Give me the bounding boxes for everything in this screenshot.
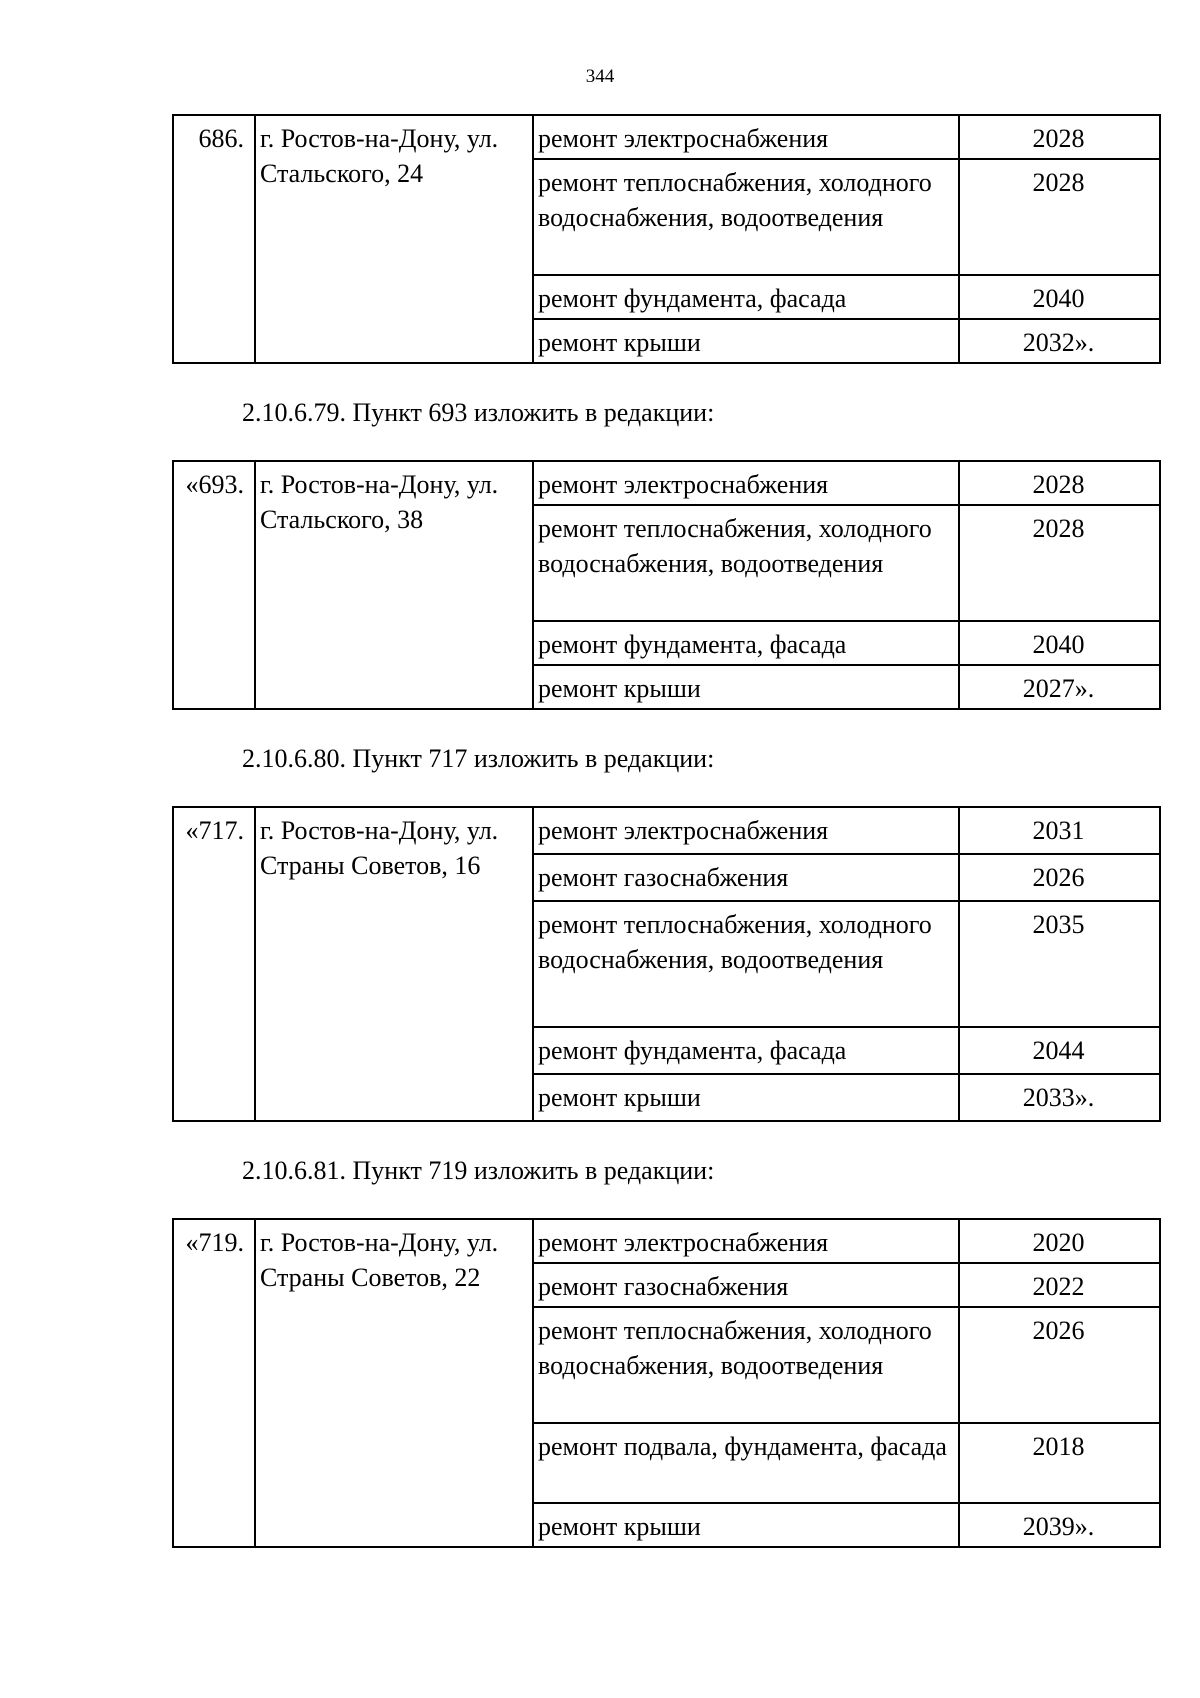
work-type: ремонт теплоснабжения, холодного водоснабжения, водоотведения: [533, 159, 959, 275]
work-year: 2022: [959, 1263, 1160, 1307]
work-year: 2026: [959, 854, 1160, 901]
section-heading: 2.10.6.79. Пункт 693 изложить в редакции:: [242, 398, 715, 427]
work-type: ремонт крыши: [533, 1074, 959, 1121]
work-year: 2032».: [959, 319, 1160, 363]
item-table-717: [172, 806, 1161, 1122]
work-type: ремонт газоснабжения: [533, 854, 959, 901]
work-type: ремонт теплоснабжения, холодного водоснабжения, водоотведения: [533, 1307, 959, 1423]
work-year: 2031: [959, 807, 1160, 854]
work-year: 2028: [959, 461, 1160, 505]
work-year: 2018: [959, 1423, 1160, 1503]
work-year: 2027».: [959, 665, 1160, 709]
item-address: г. Ростов-на-Дону, ул. Страны Советов, 22: [255, 1219, 533, 1547]
work-type: ремонт теплоснабжения, холодного водоснабжения, водоотведения: [533, 505, 959, 621]
work-year: 2026: [959, 1307, 1160, 1423]
work-year: 2044: [959, 1027, 1160, 1074]
page-number: 344: [585, 66, 615, 87]
item-number: «719.: [173, 1219, 255, 1547]
work-year: 2033».: [959, 1074, 1160, 1121]
item-number: «693.: [173, 461, 255, 709]
work-type: ремонт подвала, фундамента, фасада: [533, 1423, 959, 1503]
section-heading: 2.10.6.81. Пункт 719 изложить в редакции:: [242, 1156, 715, 1185]
work-year: 2039».: [959, 1503, 1160, 1547]
item-address: г. Ростов-на-Дону, ул. Стальского, 38: [255, 461, 533, 709]
item-table-686: [172, 114, 1161, 364]
work-type: ремонт фундамента, фасада: [533, 621, 959, 665]
work-year: 2035: [959, 901, 1160, 1027]
work-year: 2028: [959, 159, 1160, 275]
work-year: 2028: [959, 115, 1160, 159]
work-type: ремонт крыши: [533, 1503, 959, 1547]
work-type: ремонт крыши: [533, 319, 959, 363]
work-year: 2020: [959, 1219, 1160, 1263]
item-table-693: [172, 460, 1161, 710]
work-type: ремонт электроснабжения: [533, 115, 959, 159]
section-heading: 2.10.6.80. Пункт 717 изложить в редакции:: [242, 744, 715, 773]
item-address: г. Ростов-на-Дону, ул. Стальского, 24: [255, 115, 533, 363]
item-table-719: [172, 1218, 1161, 1548]
work-type: ремонт газоснабжения: [533, 1263, 959, 1307]
work-year: 2028: [959, 505, 1160, 621]
item-number: 686.: [173, 115, 255, 363]
item-address: г. Ростов-на-Дону, ул. Страны Советов, 16: [255, 807, 533, 1121]
work-year: 2040: [959, 275, 1160, 319]
work-type: ремонт фундамента, фасада: [533, 275, 959, 319]
work-type: ремонт фундамента, фасада: [533, 1027, 959, 1074]
item-number: «717.: [173, 807, 255, 1121]
work-type: ремонт крыши: [533, 665, 959, 709]
work-type: ремонт электроснабжения: [533, 807, 959, 854]
work-year: 2040: [959, 621, 1160, 665]
work-type: ремонт электроснабжения: [533, 1219, 959, 1263]
work-type: ремонт электроснабжения: [533, 461, 959, 505]
work-type: ремонт теплоснабжения, холодного водоснабжения, водоотведения: [533, 901, 959, 1027]
